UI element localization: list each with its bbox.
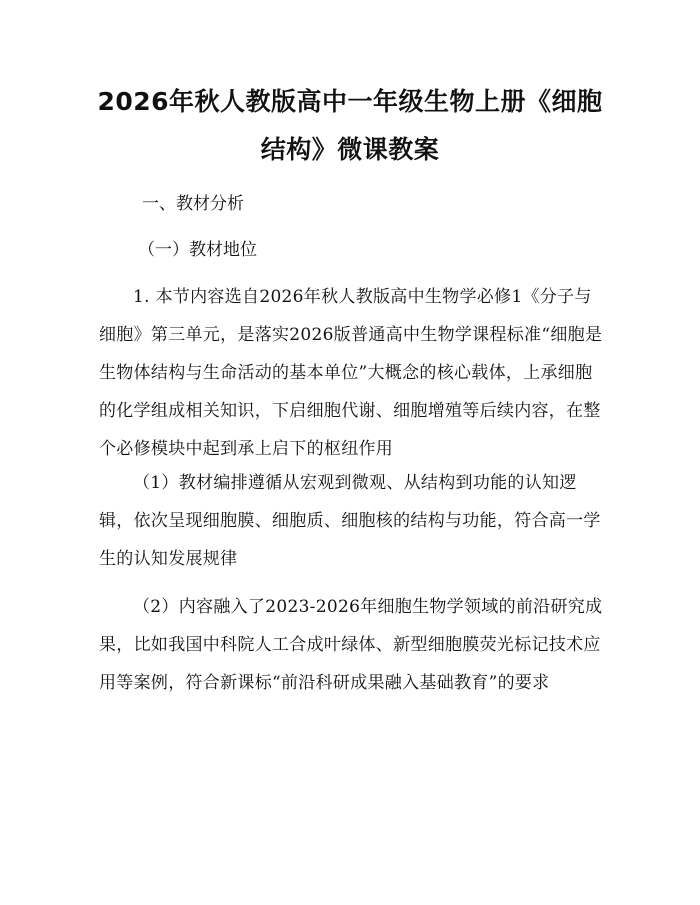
document-title: 2026年秋人教版高中一年级生物上册《细胞结构》微课教案 xyxy=(97,87,603,164)
subsection-heading: （一）教材地位 xyxy=(138,240,257,260)
paragraph-arrangement: （1）教材编排遵循从宏观到微观、从结构到功能的认知逻辑，依次呈现细胞膜、细胞质、细胞核的结构与功能，符合高一学生的认知发展规律 xyxy=(99,473,601,569)
paragraph-research: （2）内容融入了2023-2026年细胞生物学领域的前沿研究成果，比如我国中科院人工合成叶绿体、新型细胞膜荧光标记技术应用等案例，符合新课标“前沿科研成果融入基础教育”的要求 xyxy=(99,597,603,693)
section-heading: 一、教材分析 xyxy=(142,194,244,214)
paragraph-position: 1. 本节内容选自2026年秋人教版高中生物学必修1《分子与细胞》第三单元，是落实2026版普通高中生物学课程标准“细胞是生物体结构与生命活动的基本单位”大概念的核心载体，上承细胞的化学组成相关知识，下启细胞代谢、细胞增殖等后续内容，在整个必修模块中起到承上启下的枢纽作用 xyxy=(99,287,603,459)
